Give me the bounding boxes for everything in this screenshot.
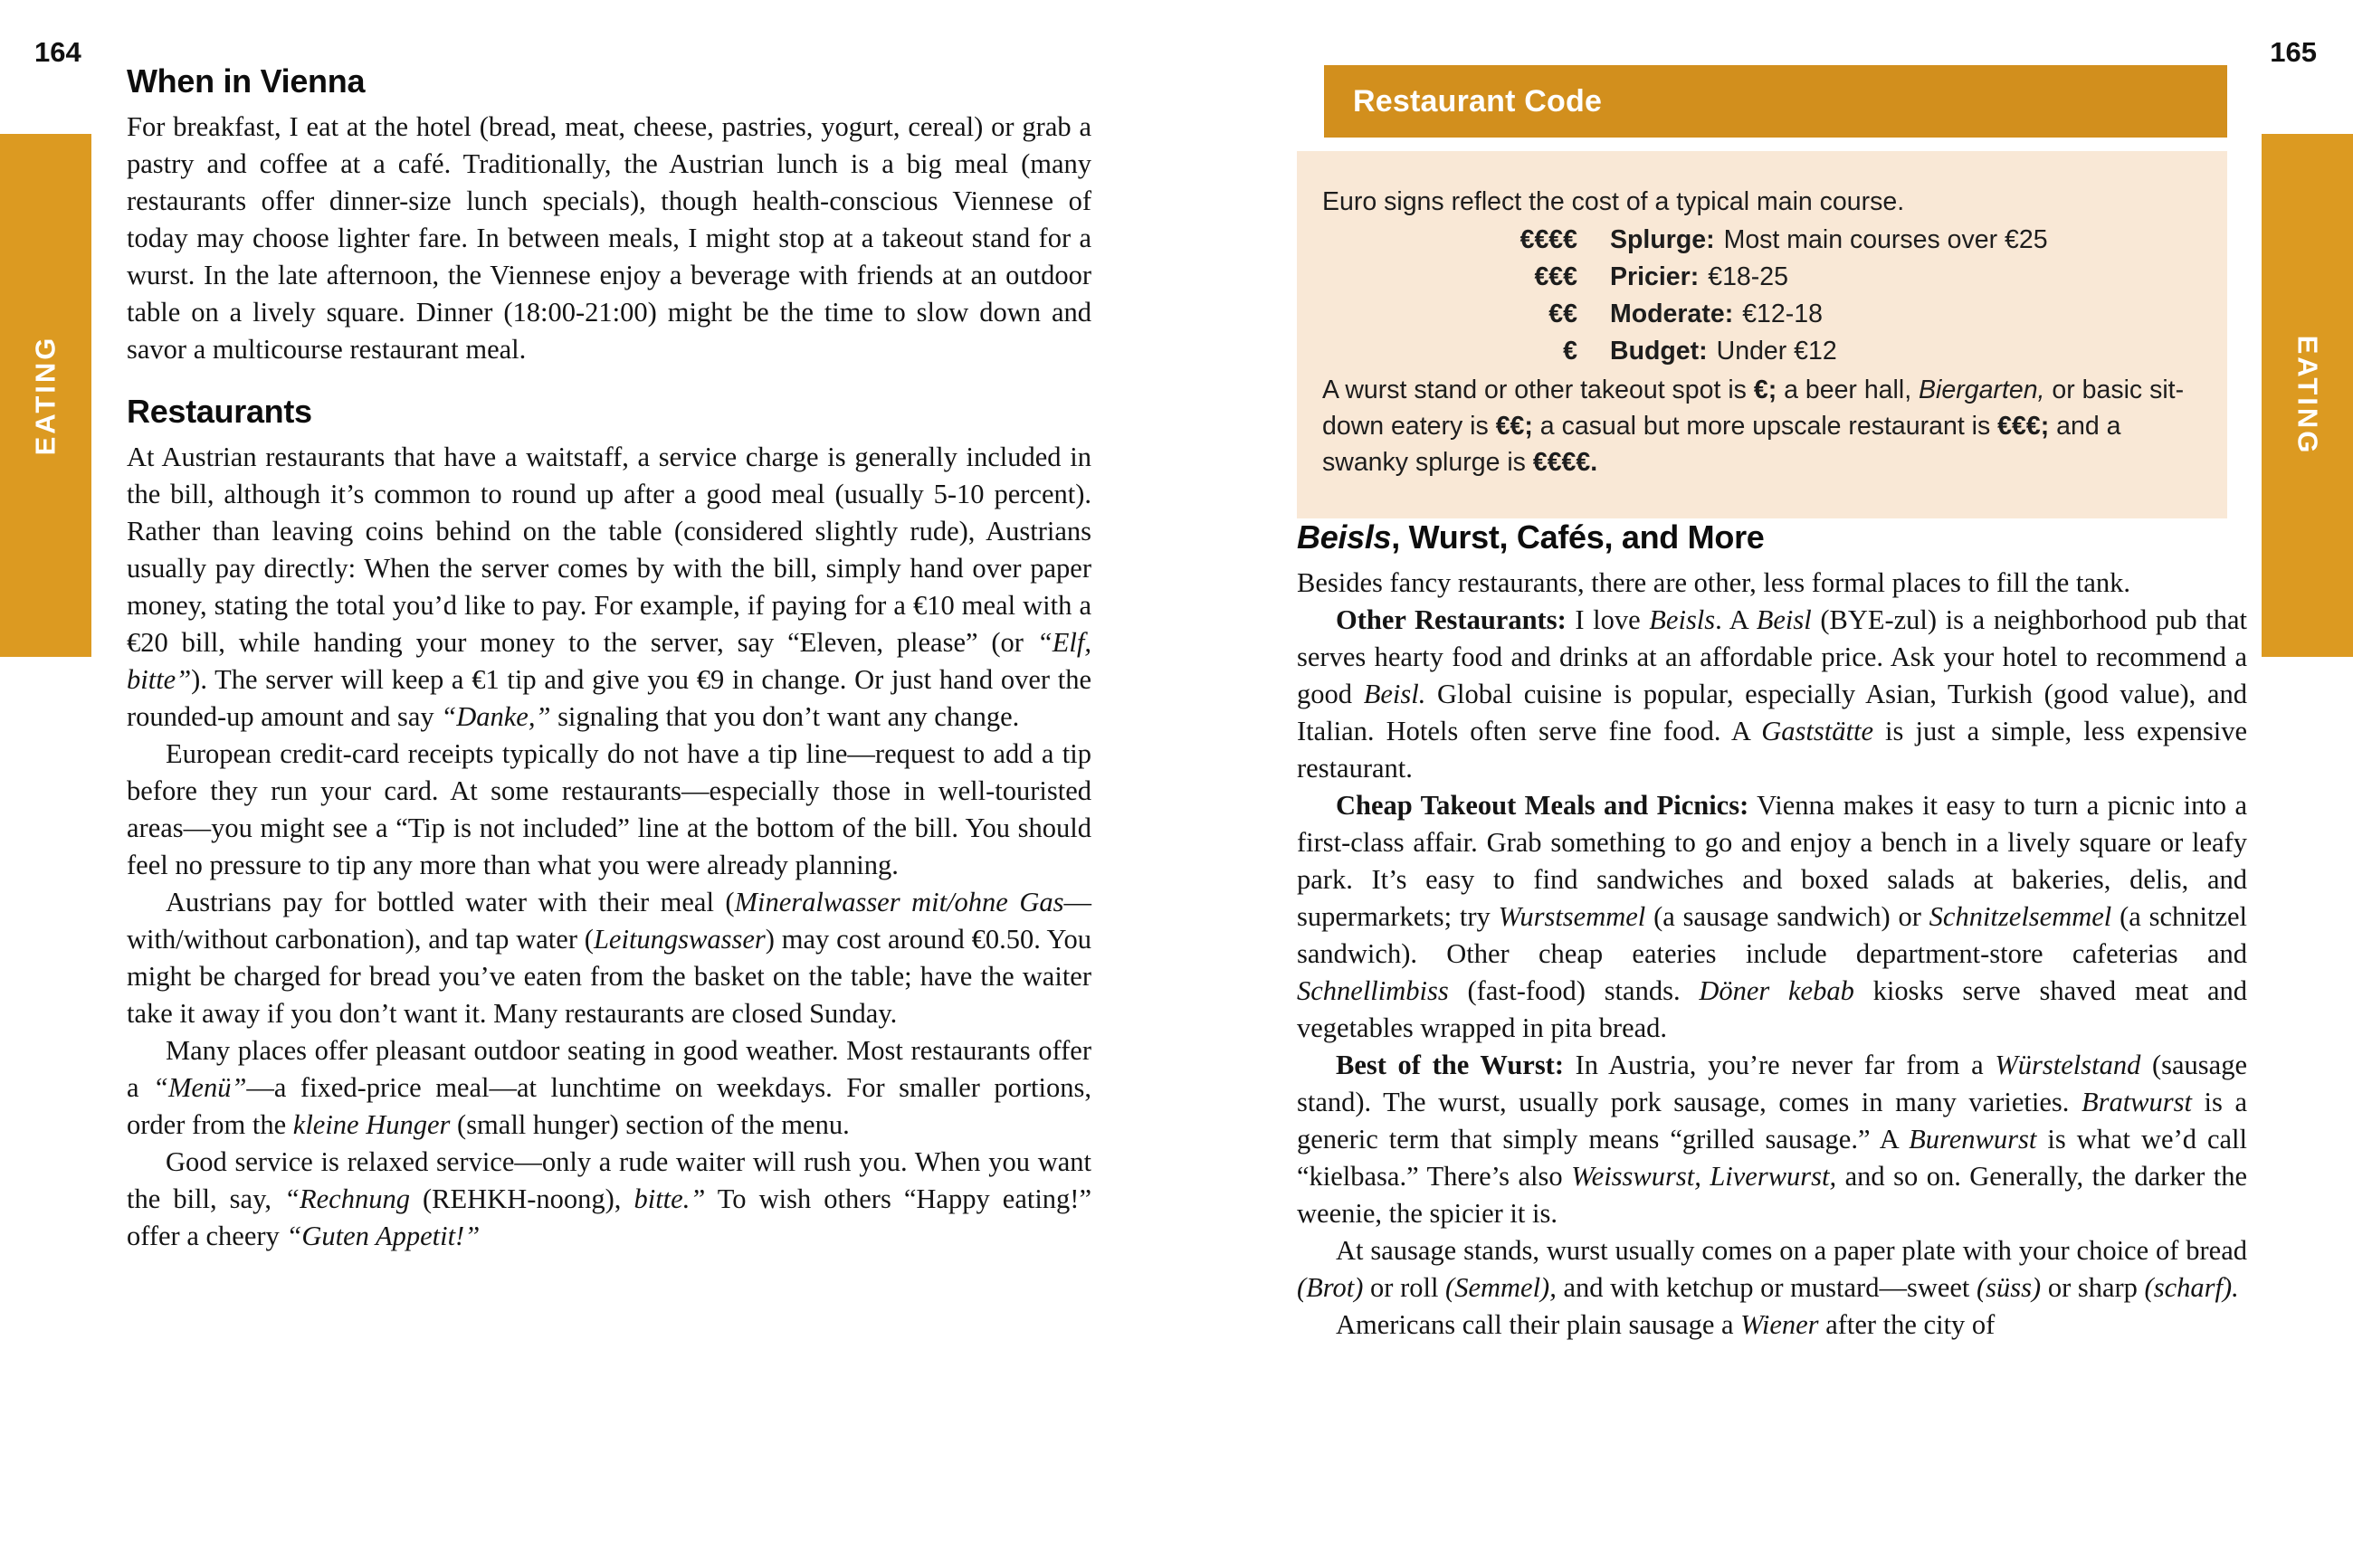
paragraph-best-of-wurst: Best of the Wurst: In Austria, you’re never far from a Würstelstand (sausage stand). The wurst, usually pork sausage, comes in many varieties. Bratwurst is a generic term that simply means “grilled sausage.” A Burenwurst is what we’d call “kielbasa.” There’s also Weisswurst, Liverwurst, and so on. Generally, the darker the weenie, the spicier it is.: [1297, 1050, 2247, 1229]
paragraph-other-restaurants: Other Restaurants: I love Beisls. A Beisl (BYE-zul) is a neighborhood pub that serves hearty food and drinks at an affordable price. Ask your hotel to recommend a good Beisl. Global cuisine is popular, especially Asian, Turkish (good value), and Italian. Hotels often serve fine food. A Gaststätte is just a simple, less expensive restaurant.: [1297, 604, 2248, 784]
price-row-budget: [1322, 333, 2202, 370]
price-row-pricier: [1322, 259, 2202, 296]
price-label: Splurge:: [1610, 225, 1715, 254]
heading-beisls-wurst-cafes: Beisls, Wurst, Cafés, and More: [1297, 518, 1765, 556]
right-page-column: [1297, 519, 2247, 1344]
restaurant-code-sidebar: [1297, 65, 2227, 518]
price-row-moderate: [1322, 296, 2202, 333]
paragraph-restaurants-1: At Austrian restaurants that have a waitstaff, a service charge is generally included in the bill, although it’s common to round up after a good meal (usually 5-10 percent). Rather than leaving coins behind on the table (considered slightly rude), Austrians usually pay directly: When the server comes by with the bill, simply hand over paper money, stating the total you’d like to pay. For example, if paying for a €10 meal with a €20 bill, while handing your money to the server, say “Eleven, please” (or “Elf, bitte”). The server will keep a €1 tip and give you €9 in change. Or just hand over the rounded-up amount and say “Danke,” signaling that you don’t want any change.: [127, 442, 1091, 732]
price-desc: €18-25: [1708, 262, 1788, 291]
price-symbol: €: [1563, 337, 1577, 366]
price-desc: €12-18: [1742, 299, 1823, 328]
paragraph-cheap-takeout: Cheap Takeout Meals and Picnics: Vienna makes it easy to turn a picnic into a first-class affair. Grab something to go and enjoy a bench in a lively square or leafy park. It’s easy to find sandwiches and boxed salads at bakeries, delis, and supermarkets; try Wurstsemmel (a sausage sandwich) or Schnitzelsemmel (a schnitzel sandwich). Other cheap eateries include department-store cafeterias and Schnellimbiss (fast-food) stands. Döner kebab kiosks serve shaved meat and vegetables wrapped in pita bread.: [1297, 790, 2247, 1043]
paragraph-sausage-stands: At sausage stands, wurst usually comes on a paper plate with your choice of bread (Brot) or roll (Semmel), and with ketchup or mustard—sweet (süss) or sharp (scharf).: [1297, 1235, 2247, 1303]
page-number-left: 164: [34, 36, 81, 68]
eating-tab-left-label: EATING: [29, 335, 62, 456]
paragraph-when-in-vienna: For breakfast, I eat at the hotel (bread, meat, cheese, pastries, yogurt, cereal) or grab a pastry and coffee at a café. Traditionally, the Austrian lunch is a big meal (many restaurants offer dinner-size lunch specials), though health-conscious Viennese of today may choose lighter fare. In between meals, I might stop at a takeout stand for a wurst. In the late afternoon, the Viennese enjoy a beverage with friends at an outdoor table on a lively square. Dinner (18:00-21:00) might be the time to slow down and savor a multicourse restaurant meal.: [127, 111, 1091, 365]
eating-tab-right-label: EATING: [2291, 335, 2324, 456]
price-label: Moderate:: [1610, 299, 1734, 328]
price-row-splurge: [1322, 222, 2202, 259]
price-desc: Most main courses over €25: [1723, 225, 2048, 254]
sidebar-title: Restaurant Code: [1353, 83, 1603, 119]
price-symbol: €€€€: [1519, 225, 1577, 254]
page-number-right: 165: [2270, 36, 2317, 68]
paragraph-intro: Besides fancy restaurants, there are other, less formal places to fill the tank.: [1297, 567, 2131, 598]
paragraph-americans-wiener: Americans call their plain sausage a Wiener after the city of: [1336, 1309, 1996, 1340]
price-label: Budget:: [1610, 337, 1708, 366]
paragraph-restaurants-4: Many places offer pleasant outdoor seating in good weather. Most restaurants offer a “Menü”—a fixed-price meal—at lunchtime on weekdays. For smaller portions, order from the kleine Hunger (small hunger) section of the menu.: [127, 1035, 1091, 1140]
code-outro-paragraph: A wurst stand or other takeout spot is €; a beer hall, Biergarten, or basic sit-down eatery is €€; a casual but more upscale restaurant is €€€; and a swanky splurge is €€€€.: [1322, 375, 2185, 477]
code-intro-line: Euro signs reflect the cost of a typical main course.: [1322, 187, 1905, 216]
price-desc: Under €12: [1716, 337, 1837, 366]
paragraph-restaurants-2: European credit-card receipts typically do not have a tip line—request to add a tip before they run your card. At some restaurants—especially those in well-touristed areas—you might see a “Tip is not included” line at the bottom of the bill. You should feel no pressure to tip any more than what you were already planning.: [127, 738, 1091, 880]
eating-tab-left: [0, 134, 91, 657]
paragraph-restaurants-5: Good service is relaxed service—only a rude waiter will rush you. When you want the bill, say, “Rechnung (REHKH-noong), bitte.” To wish others “Happy eating!” offer a cheery “Guten Appetit!”: [127, 1146, 1091, 1251]
paragraph-restaurants-3: Austrians pay for bottled water with their meal (Mineralwasser mit/ohne Gas—with/without carbonation), and tap water (Leitungswasser) may cost around €0.50. You might be charged for bread you’ve eaten from the basket on the table; have the waiter take it away if you don’t want it. Many restaurants are closed Sunday.: [127, 887, 1091, 1029]
price-symbol: €€€: [1534, 262, 1577, 291]
heading-when-in-vienna: When in Vienna: [127, 62, 366, 100]
price-symbol: €€: [1548, 299, 1577, 328]
sidebar-body: [1297, 151, 2227, 518]
heading-restaurants: Restaurants: [127, 393, 312, 430]
price-label: Pricier:: [1610, 262, 1700, 291]
left-page-column: [127, 63, 1091, 1255]
eating-tab-right: [2262, 134, 2353, 657]
sidebar-title-bar: [1324, 65, 2227, 138]
